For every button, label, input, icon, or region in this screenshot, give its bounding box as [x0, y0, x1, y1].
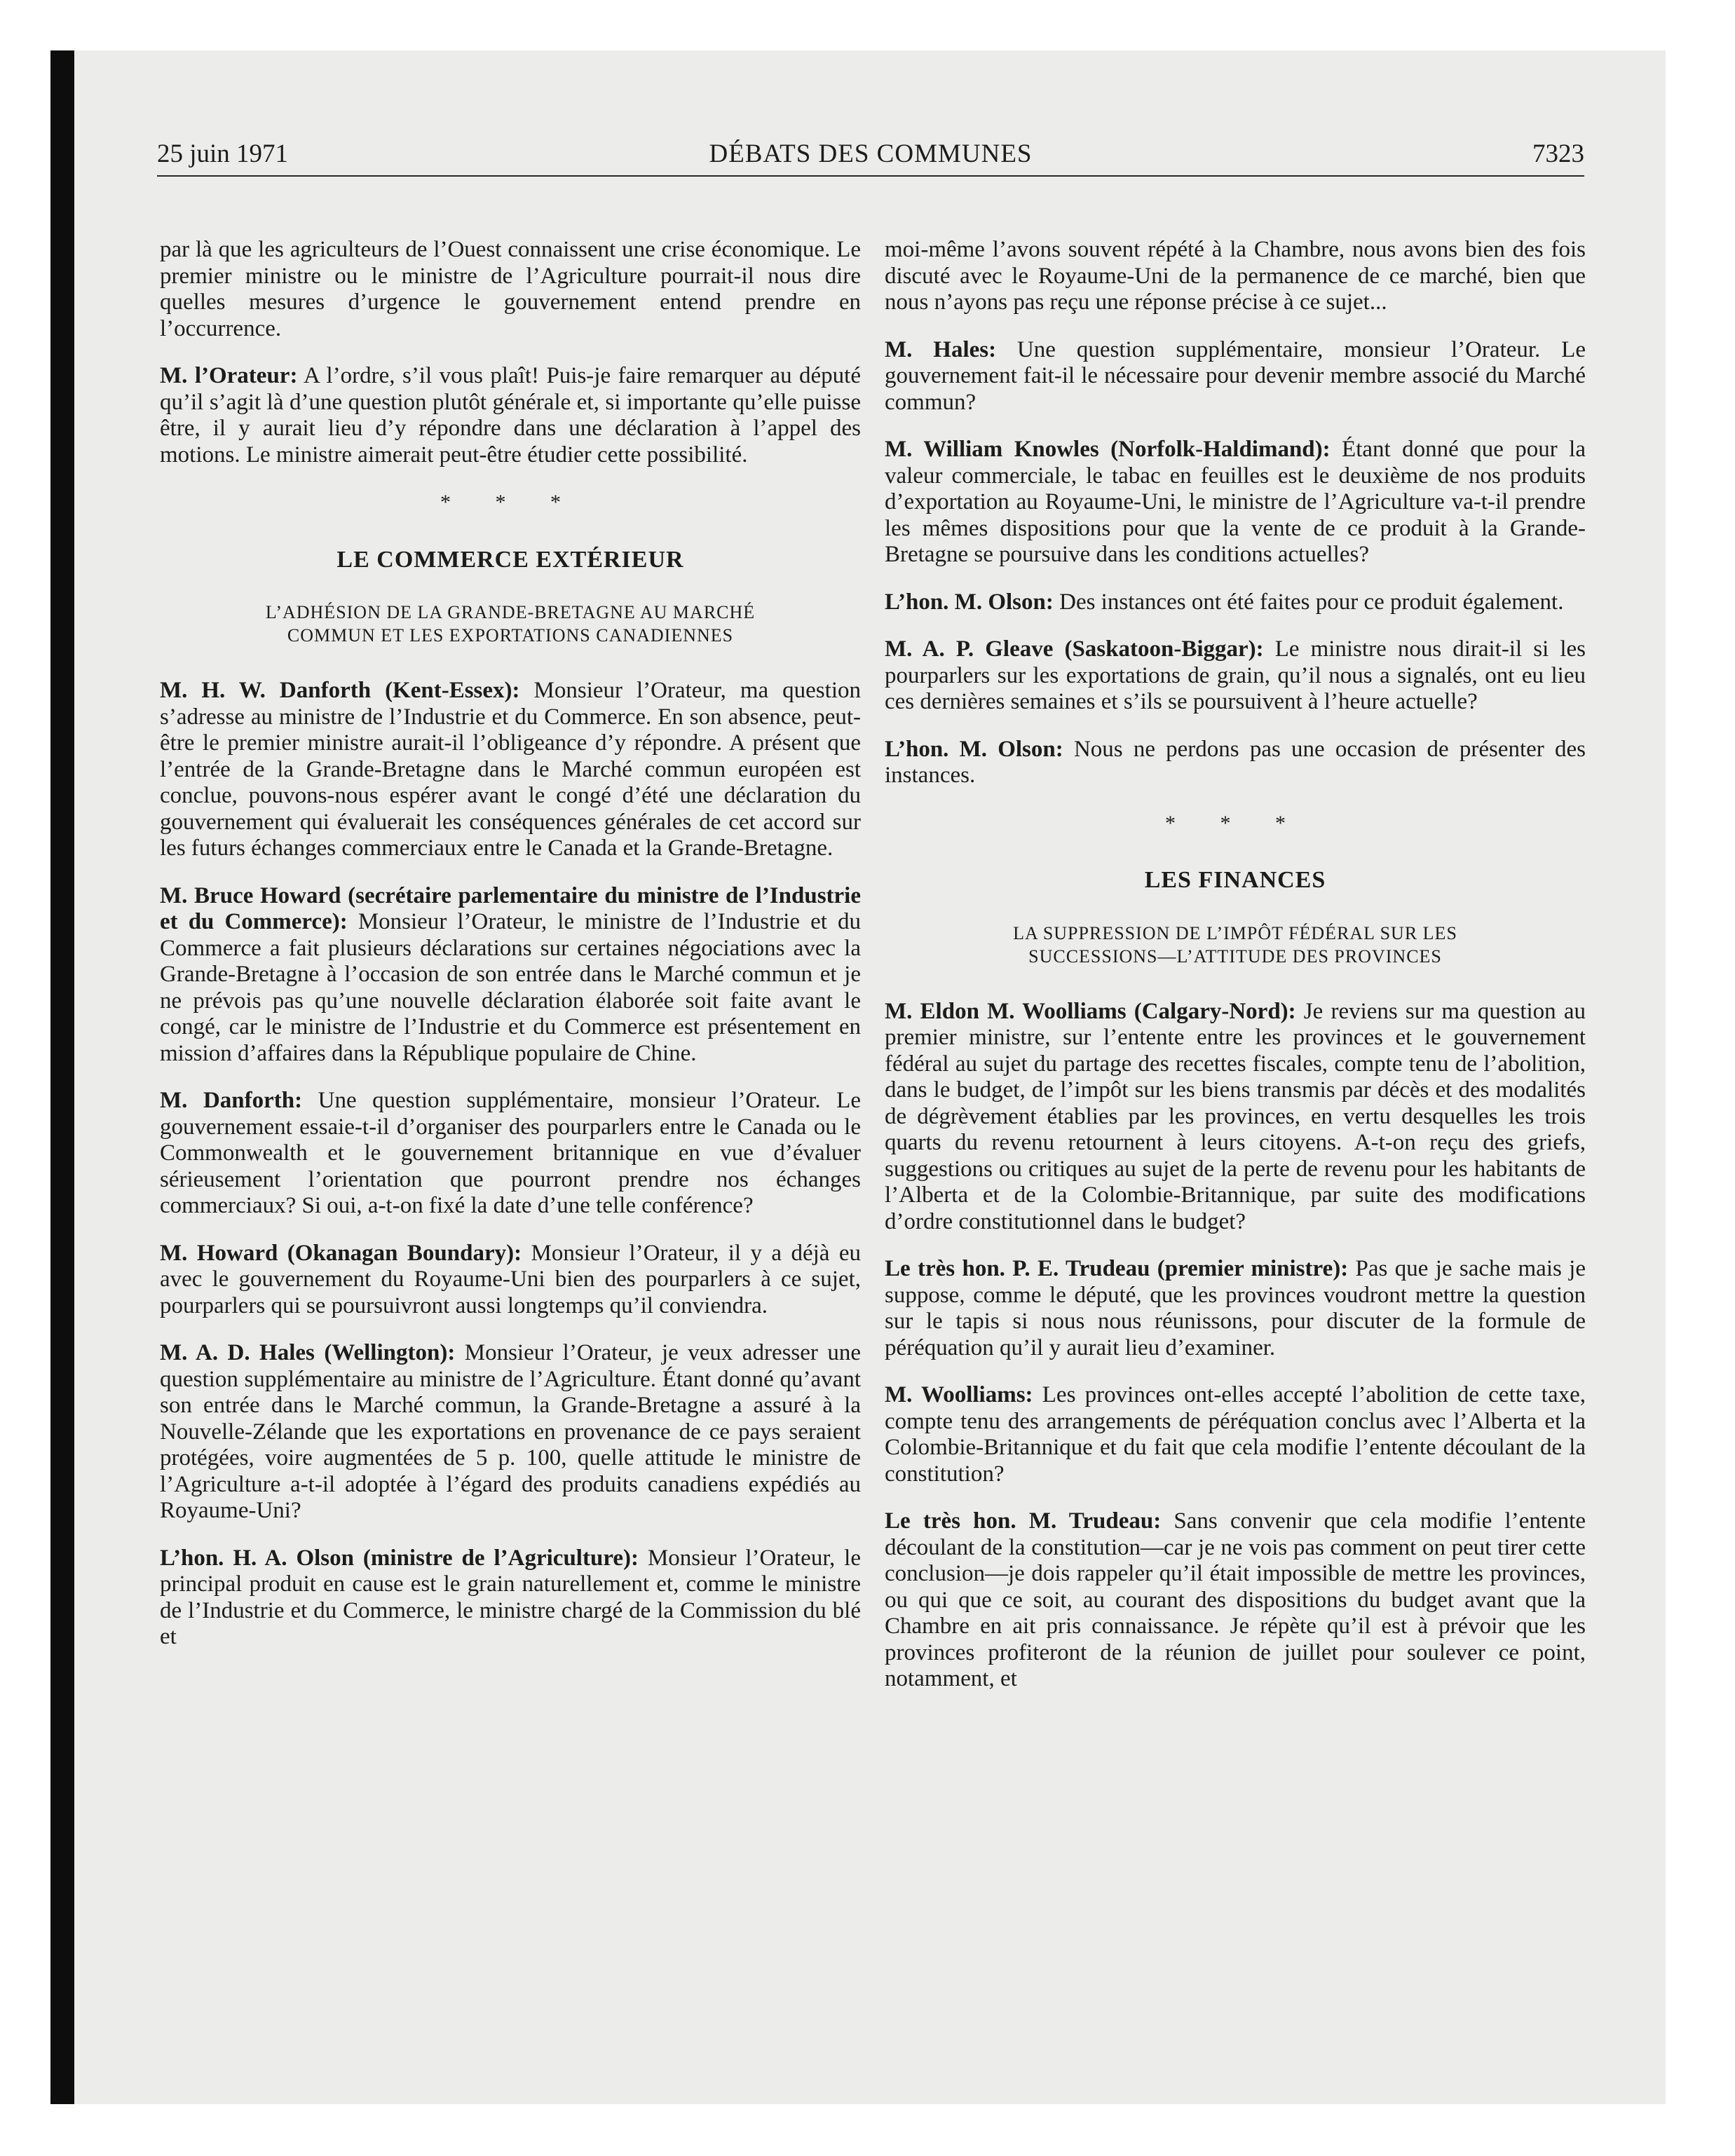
- speaker-name: M. Howard (Okanagan Boundary):: [160, 1240, 522, 1266]
- speaker-name: M. Eldon M. Woolliams (Calgary-Nord):: [885, 998, 1296, 1024]
- paragraph-text: Monsieur l’Orateur, le ministre de l’Industrie et du Commerce a fait plusieurs déclarations sur certaines négociations avec la Grande-Bretagne à l’occasion de son entrée dans le Marché commun et je ne prévois pas qu’une nouvelle déclaration élaborée soit faite avant le congé, car le ministre de l’Industrie et du Commerce est présentement en mission d’affaires dans la République populaire de Chine.: [160, 909, 861, 1066]
- section-subheading: [885, 922, 1586, 968]
- paragraph-text: Nous ne perdons pas une occasion de présenter des instances.: [885, 736, 1586, 788]
- paragraph: [160, 1546, 861, 1651]
- speaker-name: L’hon. H. A. Olson (ministre de l’Agriculture):: [160, 1545, 639, 1571]
- subheading-line: SUCCESSIONS—L’ATTITUDE DES PROVINCES: [1028, 946, 1442, 967]
- speaker-name: M. Hales:: [885, 336, 997, 362]
- paragraph-text: moi-même l’avons souvent répété à la Chambre, nous avons bien des fois discuté avec le Royaume-Uni de la permanence de ce marché, bien que nous n’ayons pas reçu une réponse précise à ce sujet...: [885, 237, 1586, 315]
- paragraph-text: Monsieur l’Orateur, je veux adresser une question supplémentaire au ministre de l’Agriculture. Étant donné qu’avant son entrée dans le Marché commun, la Grande-Bretagne a assuré à la Nouvelle-Zélande que les exportations en provenance de ce pays seraient protégées, voire augmentées de 5 p. 100, quelle attitude le ministre de l’Agriculture a-t-il adoptée à l’égard des produits canadiens expédiés au Royaume-Uni?: [160, 1340, 861, 1523]
- paragraph: [885, 1256, 1586, 1361]
- header-title: DÉBATS DES COMMUNES: [709, 139, 1033, 168]
- paragraph-text: Des instances ont été faites pour ce produit également.: [1053, 589, 1564, 615]
- speaker-name: M. A. D. Hales (Wellington):: [160, 1340, 456, 1365]
- right-column: [885, 237, 1586, 1714]
- paragraph-text: Le ministre nous dirait-il si les pourparlers sur les exportations de grain, qu’il nous a signalés, ont eu lieu ces dernières semaines et s’ils se poursuivent à l’heure actuelle?: [885, 636, 1586, 714]
- paragraph-text: par là que les agriculteurs de l’Ouest connaissent une crise économique. Le premier ministre ou le ministre de l’Agriculture pourrait-il nous dire quelles mesures d’urgence le gouvernement entend prendre en l’occurrence.: [160, 237, 861, 341]
- speaker-name: M. Bruce Howard (secrétaire parlementaire du ministre de l’Industrie et du Commerce):: [160, 882, 861, 934]
- speaker-name: M. Woolliams:: [885, 1382, 1033, 1407]
- paragraph-text: Monsieur l’Orateur, le principal produit en cause est le grain naturellement et, comme le ministre de l’Industrie et du Commerce, le ministre chargé de la Commission du blé et: [160, 1545, 861, 1649]
- paragraph: [885, 1508, 1586, 1693]
- paragraph-text: Sans convenir que cela modifie l’entente découlant de la constitution—car je ne vois pas comment on peut tirer cette conclusion—je dois rappeler qu’il était impossible de mettre les provinces, ou qui que ce soit, au courant des dispositions du budget avant que la Chambre en ait pris connaissance. Je répète qu’il est à prévoir que les provinces profiteront de la réunion de juillet pour soulever ce point, notamment, et: [885, 1508, 1586, 1691]
- section-heading: LE COMMERCE EXTÉRIEUR: [336, 546, 684, 573]
- header-date: 25 juin 1971: [157, 139, 289, 168]
- paragraph: [160, 1241, 861, 1320]
- speaker-name: M. William Knowles (Norfolk-Haldimand):: [885, 437, 1331, 462]
- speaker-name: Le très hon. P. E. Trudeau (premier ministre):: [885, 1256, 1349, 1281]
- speaker-name: M. A. P. Gleave (Saskatoon-Biggar):: [885, 636, 1264, 662]
- subheading-line: COMMUN ET LES EXPORTATIONS CANADIENNES: [287, 625, 734, 646]
- paragraph: [885, 999, 1586, 1236]
- paragraph: [885, 237, 1586, 316]
- paragraph: [885, 1382, 1586, 1487]
- paragraph-text: Une question supplémentaire, monsieur l’Orateur. Le gouvernement essaie-t-il d’organiser des pourparlers entre le Canada ou le Commonwealth et le gouvernement britannique en vue d’évaluer sérieusement l’orientation que pourront prendre nos échanges commerciaux? Si oui, a-t-on fixé la date d’une telle conférence?: [160, 1088, 861, 1218]
- binding-edge: [50, 50, 74, 2104]
- paragraph-text: Je reviens sur ma question au premier ministre, sur l’entente entre les provinces et le gouvernement fédéral au sujet du partage des recettes fiscales, compte tenu de l’abolition, dans le budget, de l’impôt sur les biens transmis par décès et des modalités de dégrèvement établies par les provinces, en vertu desquelles les trois quarts du revenu retournent à leurs citoyens. A-t-on reçu des griefs, suggestions ou critiques au sujet de la perte de revenu pour les habitants de l’Alberta et de la Colombie-Britannique, par suite des modifications d’ordre constitutionnel dans le budget?: [885, 998, 1586, 1234]
- speaker-name: M. Danforth:: [160, 1088, 303, 1113]
- section-heading: LES FINANCES: [1144, 867, 1326, 893]
- paragraph: [885, 337, 1586, 416]
- speaker-name: Le très hon. M. Trudeau:: [885, 1508, 1162, 1534]
- paragraph: [885, 589, 1586, 616]
- paragraph-text: Pas que je sache mais je suppose, comme le député, que les provinces voudront mettre la question sur le tapis si nous nous réunissons, pour discuter de la formule de péréquation qu’il y aurait lieu d’examiner.: [885, 1256, 1586, 1360]
- subheading-line: L’ADHÉSION DE LA GRANDE-BRETAGNE AU MARCHÉ: [265, 602, 756, 622]
- paragraph: [160, 237, 861, 342]
- paragraph: [160, 678, 861, 862]
- paragraph: [885, 737, 1586, 789]
- speaker-name: M. H. W. Danforth (Kent-Essex):: [160, 678, 520, 703]
- header-rule: [157, 175, 1584, 177]
- speaker-name: L’hon. M. Olson:: [885, 589, 1054, 615]
- paragraph: [885, 437, 1586, 568]
- section-separator: * * *: [1165, 811, 1305, 835]
- section-separator: * * *: [440, 491, 580, 514]
- paragraph-text: Une question supplémentaire, monsieur l’Orateur. Le gouvernement fait-il le nécessaire pour devenir membre associé du Marché commun?: [885, 336, 1586, 415]
- page-header: [157, 139, 1584, 174]
- left-column: [160, 237, 861, 1672]
- speaker-name: L’hon. M. Olson:: [885, 736, 1063, 762]
- subheading-line: LA SUPPRESSION DE L’IMPÔT FÉDÉRAL SUR LES: [1013, 922, 1457, 943]
- section-subheading: [160, 601, 861, 647]
- header-page-number: 7323: [1532, 139, 1584, 168]
- paragraph-text: Monsieur l’Orateur, ma question s’adresse au ministre de l’Industrie et du Commerce. En son absence, peut-être le premier ministre aurait-il l’obligeance d’y répondre. A présent que l’entrée de la Grande-Bretagne dans le Marché commun européen est conclue, pouvons-nous espérer avant le congé d’été une déclaration du gouvernement qui évaluerait les conséquences générales de cet accord sur les futurs échanges commerciaux entre le Canada et la Grande-Bretagne.: [160, 678, 861, 861]
- paragraph: [160, 883, 861, 1067]
- paragraph-text: Les provinces ont-elles accepté l’abolition de cette taxe, compte tenu des arrangements de péréquation conclus avec l’Alberta et la Colombie-Britannique et du fait que cela modifie l’entente découlant de la constitution?: [885, 1382, 1586, 1487]
- paragraph: [160, 363, 861, 468]
- paragraph-text: Étant donné que pour la valeur commerciale, le tabac en feuilles est le deuxième de nos produits d’exportation au Royaume-Uni, le ministre de l’Agriculture va-t-il prendre les mêmes dispositions pour que la vente de ce produit à la Grande-Bretagne se poursuive dans les conditions actuelles?: [885, 437, 1586, 567]
- paragraph-text: Monsieur l’Orateur, il y a déjà eu avec le gouvernement du Royaume-Uni bien des pourparlers à ce sujet, pourparlers qui se poursuivront aussi longtemps qu’il conviendra.: [160, 1240, 861, 1318]
- paragraph: [160, 1340, 861, 1524]
- speaker-name: M. l’Orateur:: [160, 363, 298, 388]
- paragraph: [160, 1088, 861, 1220]
- paragraph-text: A l’ordre, s’il vous plaît! Puis-je faire remarquer au député qu’il s’agit là d’une question plutôt générale et, si importante qu’elle puisse être, il y aurait lieu d’y répondre dans une déclaration à l’appel des motions. Le ministre aimerait peut-être étudier cette possibilité.: [160, 363, 861, 468]
- paragraph: [885, 636, 1586, 716]
